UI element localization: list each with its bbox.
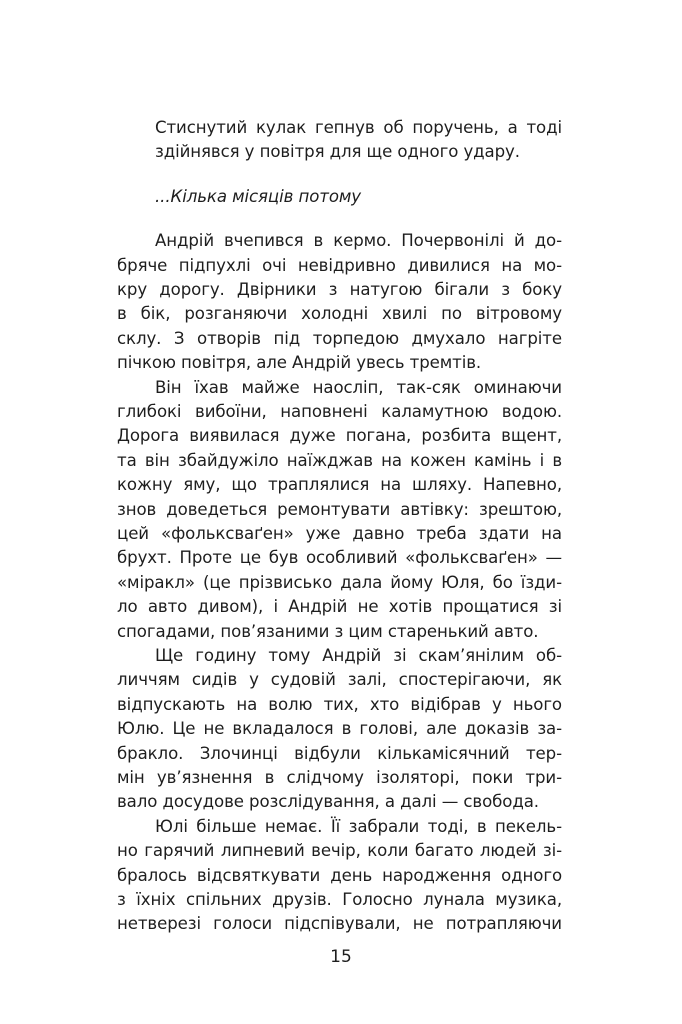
section-subheading: ...Кілька місяців потому [155, 187, 362, 206]
text-line: глибокі вибоїни, наповнені каламутною водою. [117, 402, 562, 421]
text-line: но гарячий липневий вечір, коли багато людей зі- [117, 841, 562, 860]
page-number: 15 [330, 947, 352, 967]
text-line: та він збайдужіло наїжджав на кожен камінь і в [117, 451, 562, 470]
text-line: здійнявся у повітря для ще одного удару. [155, 142, 520, 161]
text-line: відпускають на волю тих, хто відібрав у нього [117, 695, 562, 714]
text-line: Дорога виявилася дуже погана, розбита вщент, [117, 426, 562, 445]
text-line: брухт. Проте це був особливий «фольксваґен» — [117, 548, 562, 567]
text-line: бряче підпухлі очі невідривно дивилися на мо- [117, 256, 562, 275]
text-line: Він їхав майже наосліп, так-сяк оминаючи [155, 378, 562, 397]
text-line: пічкою повітря, але Андрій увесь тремтів. [117, 353, 482, 372]
text-line: ло авто дивом), і Андрій не хотів прощатися зі [117, 597, 562, 616]
text-line: мін ув’язнення в слідчому ізоляторі, поки три- [117, 768, 562, 787]
text-line: нетверезі голоси підспівували, не потрапляючи [117, 914, 562, 933]
text-line: кожну яму, що траплялися на шляху. Напевно, [117, 475, 562, 494]
text-line: знов доведеться ремонтувати автівку: зрештою, [117, 500, 562, 519]
text-line: бракло. Злочинці відбули кількамісячний тер- [117, 744, 562, 763]
text-line: Юлю. Це не вкладалося в голові, але доказів за- [117, 719, 562, 738]
text-line: цей «фольксваґен» уже давно треба здати на [117, 524, 562, 543]
text-line: в бік, розганяючи холодні хвилі по вітровому [117, 304, 562, 323]
text-line: Юлі більше немає. Її забрали тоді, в пекель- [155, 817, 562, 836]
text-line: склу. З отворів під торпедою дмухало нагріте [117, 329, 562, 348]
text-line: спогадами, пов’язаними з цим старенький авто. [117, 622, 539, 641]
text-line: вало досудове розслідування, а далі — свобода. [117, 792, 539, 811]
text-line: бралось відсвяткувати день народження одного [117, 866, 562, 885]
text-line: Андрій вчепився в кермо. Почервонілі й до- [155, 231, 562, 250]
text-line: «мiракл» (це прізвисько дала йому Юля, бо їзди- [117, 573, 562, 592]
text-line: личчям сидів у судовій залі, спостерігаючи, як [117, 670, 562, 689]
text-line: Стиснутий кулак гепнув об поручень, а тоді [155, 118, 562, 137]
text-line: кру дорогу. Двірники з натугою бігали з боку [117, 280, 562, 299]
text-line: Ще годину тому Андрій зі скам’янілим об- [155, 646, 562, 665]
text-line: з їхніх спільних друзів. Голосно лунала музика, [117, 890, 562, 909]
